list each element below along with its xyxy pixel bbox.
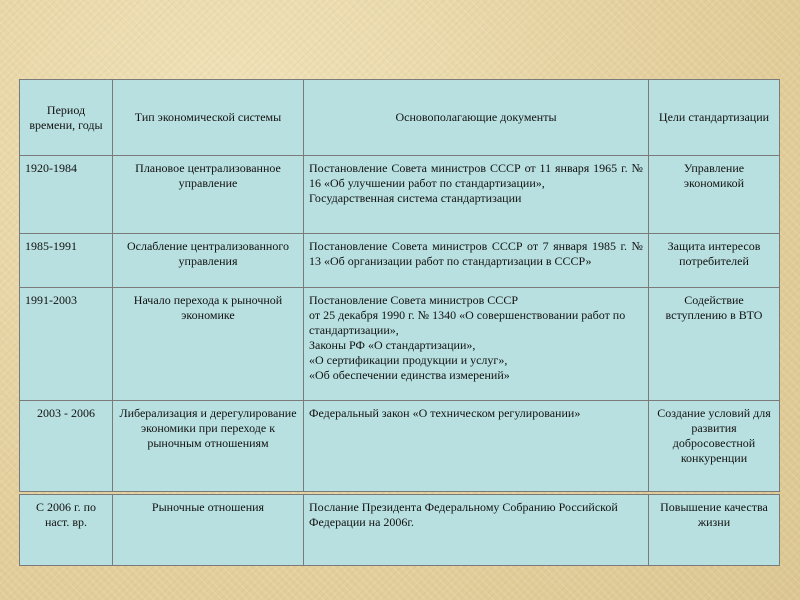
row-type: Ослабление централизованного управления [113,234,304,289]
document-line: Законы РФ «О стандартизации», [309,338,476,352]
row-goals: Создание условий для развития добросовестной конкуренции [649,401,780,492]
row-period: С 2006 г. по наст. вр. [20,495,113,566]
document-line: от 25 декабря 1990 г. № 1340 «О совершенствовании работ по стандартизации», [309,308,626,337]
row-period: 1920-1984 [20,156,113,234]
header-type: Тип экономической системы [113,80,304,156]
row-documents [304,401,649,492]
document-line: «Об обеспечении единства измерений» [309,368,510,382]
row-documents [304,495,649,566]
standards-table-part-3 [19,494,780,566]
row-documents [304,234,649,289]
row-goals: Повышение качества жизни [649,495,780,566]
table-row [20,288,780,401]
row-period: 1985-1991 [20,234,113,289]
header-row [20,80,780,156]
document-line: Послание Президента Федеральному Собранию Российской Федерации на 2006г. [309,500,618,529]
row-goals: Защита интересов потребителей [649,234,780,289]
document-line: «О сертификации продукции и услуг», [309,353,508,367]
header-goals: Цели стандартизации [649,80,780,156]
table-row [20,495,780,566]
row-period: 1991-2003 [20,288,113,401]
row-type: Рыночные отношения [113,495,304,566]
document-line: Государственная система стандартизации [309,191,522,205]
header-documents: Основополагающие документы [304,80,649,156]
standards-table-part-1 [19,79,780,289]
table-row [20,234,780,289]
table-row [20,401,780,492]
row-goals: Содействие вступлению в ВТО [649,288,780,401]
document-line: Постановление Совета министров СССР [309,293,518,307]
row-type: Начало перехода к рыночной экономике [113,288,304,401]
row-documents [304,156,649,234]
row-goals: Управление экономикой [649,156,780,234]
row-documents [304,288,649,401]
document-line: Постановление Совета министров СССР от 11 января 1965 г. № 16 «Об улучшении работ по стандартизации», [309,161,643,190]
document-line: Постановление Совета министров СССР от 7 января 1985 г. № 13 «Об организации работ по стандартизации в СССР» [309,239,643,268]
standards-table-part-2 [19,287,780,492]
header-period: Период времени, годы [20,80,113,156]
row-period: 2003 - 2006 [20,401,113,492]
table-row [20,156,780,234]
document-line: Федеральный закон «О техническом регулировании» [309,406,581,420]
row-type: Либерализация и дерегулирование экономики при переходе к рыночным отношениям [113,401,304,492]
row-type: Плановое централизованное управление [113,156,304,234]
